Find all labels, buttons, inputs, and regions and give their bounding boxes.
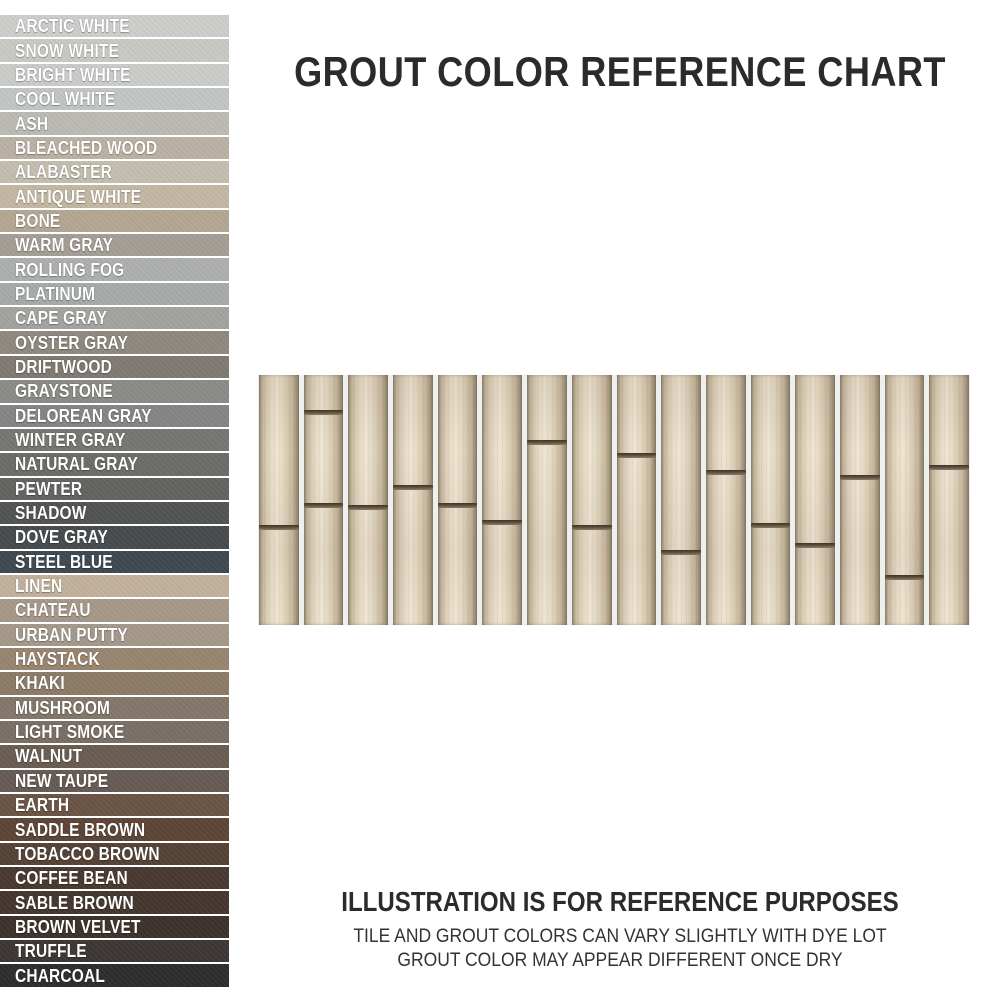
- grout-swatch: [0, 889, 229, 913]
- grout-swatch-label: SABLE BROWN: [15, 892, 134, 913]
- grout-swatch: [0, 305, 229, 329]
- grout-swatch: [0, 208, 229, 232]
- grout-swatch: [0, 719, 229, 743]
- bamboo-node: [304, 410, 344, 415]
- grout-swatch: [0, 549, 229, 573]
- grout-swatch: [0, 354, 229, 378]
- grout-swatch: [0, 256, 229, 280]
- disclaimer-note-dye-lot: TILE AND GROUT COLORS CAN VARY SLIGHTLY WITH DYE LOT: [353, 926, 887, 947]
- grout-swatch-label: HAYSTACK: [15, 649, 100, 670]
- grout-swatch-label: URBAN PUTTY: [15, 624, 128, 645]
- bamboo-node: [259, 525, 299, 530]
- grout-swatch: [0, 62, 229, 86]
- grout-swatch: [0, 403, 229, 427]
- bamboo-stalk: [259, 375, 299, 625]
- grout-swatch-label: NATURAL GRAY: [15, 454, 139, 475]
- grout-swatch-label: WALNUT: [15, 746, 83, 767]
- grout-swatch: [0, 524, 229, 548]
- grout-swatch-label: LINEN: [15, 576, 63, 597]
- disclaimer-note-dry: GROUT COLOR MAY APPEAR DIFFERENT ONCE DRY: [397, 950, 843, 971]
- grout-swatch-label: COFFEE BEAN: [15, 868, 128, 889]
- grout-swatch: [0, 378, 229, 402]
- bamboo-stalk: [304, 375, 344, 625]
- grout-swatch: [0, 841, 229, 865]
- grout-swatch: [0, 622, 229, 646]
- grout-swatch-label: CHATEAU: [15, 600, 91, 621]
- page-title: GROUT COLOR REFERENCE CHART: [294, 48, 946, 95]
- bamboo-stalk: [661, 375, 701, 625]
- grout-swatch: [0, 914, 229, 938]
- bamboo-node: [795, 543, 835, 548]
- bamboo-stalk: [795, 375, 835, 625]
- grout-swatch-label: WARM GRAY: [15, 235, 114, 256]
- bamboo-node: [840, 475, 880, 480]
- grout-swatch-label: COOL WHITE: [15, 89, 116, 110]
- bamboo-node: [885, 575, 925, 580]
- grout-swatch-label: DRIFTWOOD: [15, 356, 112, 377]
- grout-swatch-label: ROLLING FOG: [15, 259, 125, 280]
- bamboo-node: [304, 503, 344, 508]
- bamboo-stalk: [929, 375, 969, 625]
- bamboo-node: [348, 505, 388, 510]
- grout-swatch: [0, 183, 229, 207]
- grout-swatch: [0, 962, 229, 986]
- grout-swatch-label: EARTH: [15, 795, 70, 816]
- bamboo-stalk: [572, 375, 612, 625]
- grout-swatch: [0, 670, 229, 694]
- grout-swatch-label: KHAKI: [15, 673, 65, 694]
- grout-swatch: [0, 646, 229, 670]
- grout-swatch-label: NEW TAUPE: [15, 770, 109, 791]
- disclaimer-heading: ILLUSTRATION IS FOR REFERENCE PURPOSES: [341, 886, 899, 917]
- grout-swatch-label: ARCTIC WHITE: [15, 16, 130, 37]
- grout-swatch-label: ASH: [15, 113, 49, 134]
- grout-swatch: [0, 281, 229, 305]
- grout-swatch-label: ALABASTER: [15, 162, 113, 183]
- bamboo-stalk: [348, 375, 388, 625]
- bamboo-node: [617, 453, 657, 458]
- grout-swatch-label: PLATINUM: [15, 283, 96, 304]
- grout-swatch: [0, 597, 229, 621]
- bamboo-stalk: [751, 375, 791, 625]
- grout-swatch: [0, 865, 229, 889]
- grout-swatch-label: CAPE GRAY: [15, 308, 108, 329]
- grout-swatch-label: ANTIQUE WHITE: [15, 186, 142, 207]
- bamboo-node: [393, 485, 433, 490]
- grout-swatch: [0, 232, 229, 256]
- grout-swatch-label: GRAYSTONE: [15, 381, 113, 402]
- grout-swatch: [0, 500, 229, 524]
- bamboo-stalk: [617, 375, 657, 625]
- grout-swatch-label: CHARCOAL: [15, 965, 105, 986]
- bamboo-stalk: [527, 375, 567, 625]
- grout-swatch-label: STEEL BLUE: [15, 551, 113, 572]
- grout-swatch-label: BROWN VELVET: [15, 916, 141, 937]
- bamboo-node: [706, 470, 746, 475]
- bamboo-node: [661, 550, 701, 555]
- bamboo-node: [527, 440, 567, 445]
- bamboo-tile-illustration: [258, 375, 970, 625]
- grout-swatch-label: TOBACCO BROWN: [15, 843, 160, 864]
- bamboo-node: [751, 523, 791, 528]
- grout-swatch: [0, 427, 229, 451]
- bamboo-node: [929, 465, 969, 470]
- grout-swatch: [0, 110, 229, 134]
- grout-swatch: [0, 816, 229, 840]
- grout-swatch: [0, 695, 229, 719]
- grout-swatch: [0, 135, 229, 159]
- grout-swatch-label: OYSTER GRAY: [15, 332, 129, 353]
- grout-swatch: [0, 13, 229, 37]
- grout-swatch: [0, 329, 229, 353]
- bamboo-node: [482, 520, 522, 525]
- bamboo-stalk: [706, 375, 746, 625]
- grout-swatch-label: DOVE GRAY: [15, 527, 109, 548]
- grout-swatch: [0, 792, 229, 816]
- grout-swatch: [0, 451, 229, 475]
- grout-swatch-label: BRIGHT WHITE: [15, 64, 131, 85]
- bamboo-stalk: [840, 375, 880, 625]
- grout-swatch: [0, 768, 229, 792]
- bamboo-stalk: [482, 375, 522, 625]
- grout-swatch: [0, 743, 229, 767]
- grout-swatch-label: BONE: [15, 210, 61, 231]
- grout-swatch: [0, 476, 229, 500]
- grout-swatch-label: MUSHROOM: [15, 697, 111, 718]
- bamboo-stalk: [438, 375, 478, 625]
- bamboo-stalk: [393, 375, 433, 625]
- bamboo-node: [572, 525, 612, 530]
- grout-swatch: [0, 86, 229, 110]
- grout-swatch-list: [0, 13, 229, 987]
- grout-swatch-label: SHADOW: [15, 503, 87, 524]
- grout-swatch-label: PEWTER: [15, 478, 83, 499]
- grout-swatch-label: DELOREAN GRAY: [15, 405, 152, 426]
- grout-swatch: [0, 159, 229, 183]
- grout-swatch-label: WINTER GRAY: [15, 430, 126, 451]
- bamboo-stalk: [885, 375, 925, 625]
- grout-swatch: [0, 938, 229, 962]
- bamboo-node: [438, 503, 478, 508]
- grout-swatch-label: SNOW WHITE: [15, 40, 120, 61]
- grout-swatch-label: SADDLE BROWN: [15, 819, 146, 840]
- grout-swatch-label: TRUFFLE: [15, 941, 87, 962]
- grout-swatch-label: LIGHT SMOKE: [15, 722, 125, 743]
- grout-swatch: [0, 37, 229, 61]
- grout-swatch-label: BLEACHED WOOD: [15, 137, 158, 158]
- grout-swatch: [0, 573, 229, 597]
